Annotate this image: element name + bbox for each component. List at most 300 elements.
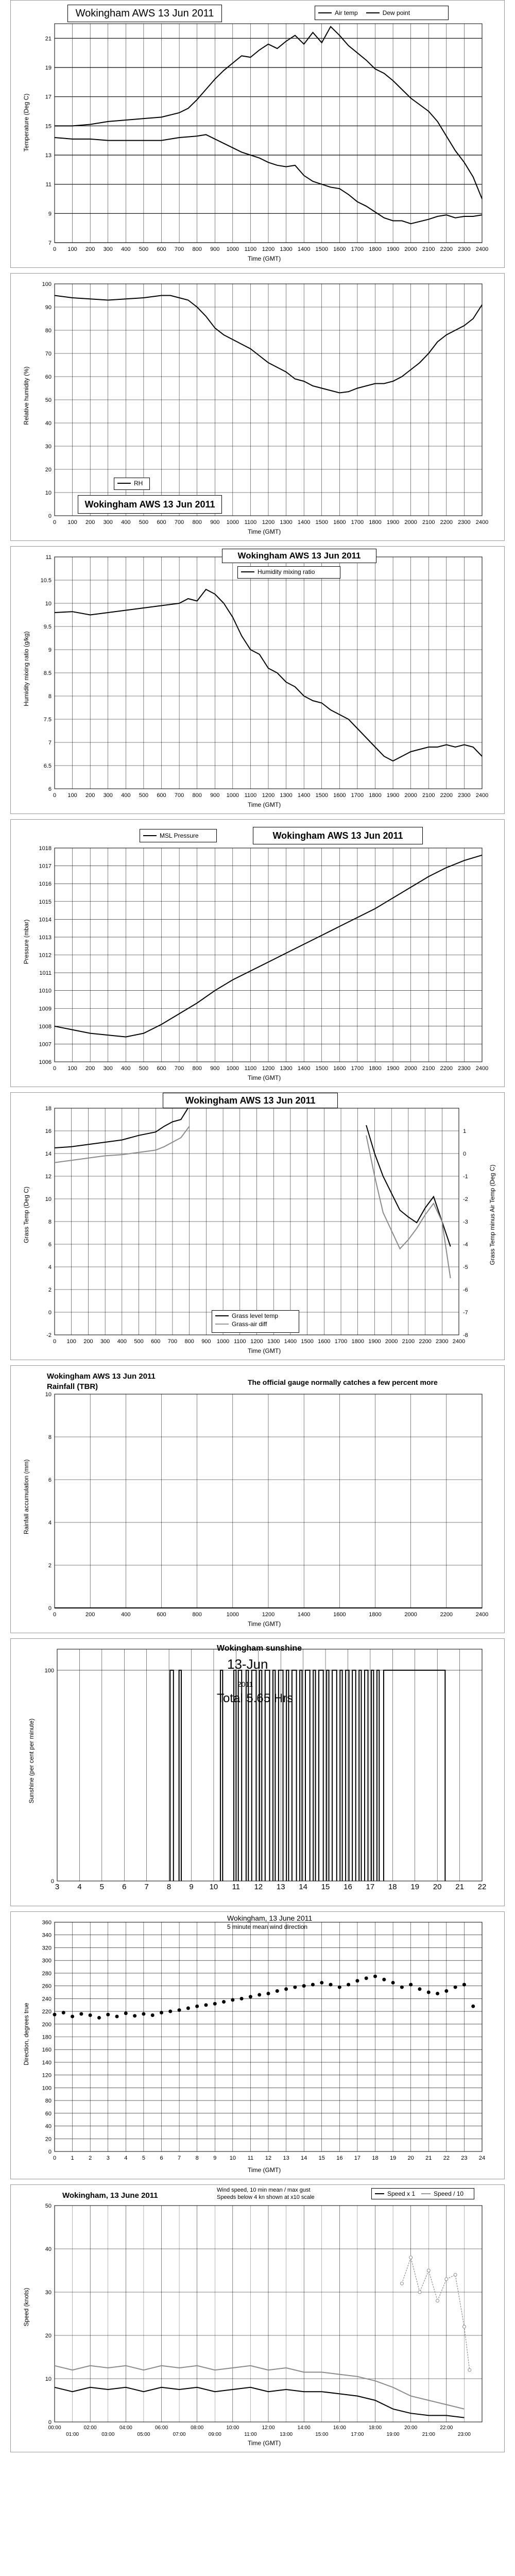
x-tick-label-top-wind_speed-1: 02:00 <box>83 2425 97 2431</box>
x-tick-label-bottom-wind_speed-11: 23:00 <box>457 2432 471 2437</box>
chart-sun-svg <box>11 1639 505 1906</box>
x-tick-label-rain-4: 800 <box>192 1612 202 1618</box>
x-tick-label-wind_dir-19: 19 <box>389 2155 397 2161</box>
x-tick-label-rain-1: 200 <box>85 1612 95 1618</box>
x-tick-label-rain-0: 0 <box>53 1612 57 1618</box>
chart-rain-annotation: The official gauge normally catches a few percent more <box>248 1378 438 1386</box>
x-tick-label-pressure-10: 1000 <box>226 1065 239 1072</box>
chart-pressure-svg <box>11 820 505 1087</box>
legend-swatch-grass-diff <box>215 1324 229 1325</box>
chart-pressure-title: Wokingham AWS 13 Jun 2011 <box>253 827 423 844</box>
data-point-wind_dir-17 <box>204 2003 208 2007</box>
data-point-wind_speed-2-7 <box>462 2325 466 2328</box>
y-tick-label-rain-0: 0 <box>48 1605 52 1612</box>
chart-wind-dir-ylabel: Direction, degrees true <box>23 2003 30 2065</box>
chart-wind-dir-subtitle: 5 minute mean wind direction <box>227 1923 308 1930</box>
x-tick-label-sun-11: 14 <box>299 1883 307 1891</box>
x-tick-label-pressure-17: 1700 <box>351 1065 364 1072</box>
data-point-wind_dir-26 <box>284 1987 288 1991</box>
x-tick-label-sun-4: 7 <box>144 1883 149 1891</box>
y-tick-label-pressure-9: 1015 <box>39 899 52 905</box>
x-tick-label-rh-18: 1800 <box>369 519 382 526</box>
y-tick-label-rain-3: 6 <box>48 1477 52 1483</box>
x-tick-label-top-wind_speed-10: 20:00 <box>404 2425 418 2431</box>
legend-label-rh: RH <box>134 480 143 487</box>
legend-label-dew-point: Dew point <box>382 9 410 16</box>
x-tick-label-rh-17: 1700 <box>351 519 364 526</box>
x-tick-label-wind_dir-0: 0 <box>53 2155 57 2161</box>
x-tick-label-temp-9: 900 <box>210 246 220 252</box>
x-tick-label-top-wind_speed-0: 00:00 <box>48 2425 61 2431</box>
x-tick-label-sun-18: 21 <box>455 1883 464 1891</box>
data-point-wind_dir-18 <box>213 2002 217 2006</box>
y-tick-label-temp-5: 17 <box>45 94 52 100</box>
x-tick-label-rh-12: 1200 <box>262 519 275 526</box>
y-tick-label-pressure-0: 1006 <box>39 1059 52 1065</box>
x-tick-label-grass-15: 1500 <box>301 1338 314 1345</box>
x-tick-label-bottom-wind_speed-5: 11:00 <box>244 2432 257 2437</box>
chart-wind-speed-subtitle2: Speeds below 4 kn shown at x10 scale <box>217 2194 315 2200</box>
y-tick-label-wind_dir-7: 140 <box>42 2059 52 2066</box>
y-tick-label-mixing-5: 8.5 <box>43 670 52 676</box>
x-tick-label-top-wind_speed-11: 22:00 <box>440 2425 453 2431</box>
x-tick-label-grass-17: 1700 <box>334 1338 348 1345</box>
x-tick-label-bottom-wind_speed-0: 01:00 <box>66 2432 79 2437</box>
x-tick-label-mixing-24: 2400 <box>475 792 489 799</box>
x-tick-label-wind_dir-23: 23 <box>461 2155 468 2161</box>
x-tick-label-sun-6: 9 <box>189 1883 194 1891</box>
y-tick-label-rh-5: 50 <box>45 397 52 403</box>
x-tick-label-rh-1: 100 <box>67 519 77 526</box>
x-tick-label-wind_dir-15: 15 <box>318 2155 325 2161</box>
x-tick-label-wind_dir-4: 4 <box>124 2155 128 2161</box>
x-tick-label-grass-24: 2400 <box>452 1338 466 1345</box>
x-tick-label-mixing-13: 1300 <box>280 792 293 799</box>
x-tick-label-wind_dir-6: 6 <box>160 2155 163 2161</box>
x-tick-label-temp-3: 300 <box>103 246 113 252</box>
chart-rh-xlabel: Time (GMT) <box>248 528 281 535</box>
y-tick-label-grass-6: 10 <box>45 1196 52 1202</box>
x-tick-label-top-wind_speed-3: 06:00 <box>154 2425 168 2431</box>
y-tick-label-rh-9: 90 <box>45 304 52 311</box>
data-point-wind_dir-2 <box>71 2014 74 2018</box>
y-tick-label-mixing-9: 10.5 <box>40 578 52 584</box>
x-tick-label-rh-14: 1400 <box>297 519 311 526</box>
x-tick-label-pressure-13: 1300 <box>280 1065 293 1072</box>
chart-rh-panel <box>10 273 505 541</box>
y-tick-label-wind_dir-5: 100 <box>42 2085 52 2092</box>
x-tick-label-wind_dir-5: 5 <box>142 2155 145 2161</box>
data-point-wind_dir-14 <box>178 2008 181 2012</box>
y-tick-label-temp-1: 9 <box>48 211 52 217</box>
x-tick-label-rh-11: 1100 <box>244 519 257 526</box>
chart-temperature-legend <box>315 6 449 20</box>
x-tick-label-sun-16: 19 <box>410 1883 420 1891</box>
x-tick-label-wind_dir-21: 21 <box>425 2155 432 2161</box>
legend-swatch-pressure <box>143 835 157 836</box>
x-tick-label-bottom-wind_speed-1: 03:00 <box>101 2432 115 2437</box>
y-tick-label-sun-1: 100 <box>44 1667 54 1674</box>
legend-label-air-temp: Air temp <box>335 9 358 16</box>
x-tick-label-wind_dir-12: 12 <box>265 2155 272 2161</box>
x-tick-label-pressure-11: 1100 <box>244 1065 257 1072</box>
chart-sun-panel <box>10 1638 505 1906</box>
data-point-wind_dir-44 <box>444 1989 448 1993</box>
x-tick-label-sun-14: 17 <box>366 1883 375 1891</box>
data-point-wind_dir-22 <box>249 1995 252 1998</box>
y-right-tick-label-grass-3: -5 <box>463 1264 468 1270</box>
y-tick-label-wind_speed-5: 50 <box>45 2203 52 2209</box>
x-tick-label-grass-16: 1600 <box>318 1338 331 1345</box>
x-tick-label-wind_dir-2: 2 <box>89 2155 92 2161</box>
x-tick-label-sun-10: 13 <box>276 1883 285 1891</box>
chart-rain-xlabel: Time (GMT) <box>248 1620 281 1628</box>
chart-wind-dir-svg <box>11 1912 505 2179</box>
y-tick-label-grass-5: 8 <box>48 1219 52 1225</box>
data-point-wind_speed-2-1 <box>409 2256 413 2259</box>
y-tick-label-wind_speed-0: 0 <box>48 2419 52 2426</box>
x-tick-label-temp-2: 200 <box>85 246 95 252</box>
x-tick-label-pressure-4: 400 <box>121 1065 131 1072</box>
y-right-tick-label-grass-1: -7 <box>463 1310 468 1316</box>
chart-wind-dir-xlabel: Time (GMT) <box>248 2166 281 2174</box>
data-point-wind_speed-2-4 <box>436 2299 439 2302</box>
x-tick-label-sun-2: 5 <box>99 1883 105 1891</box>
data-point-wind_dir-38 <box>391 1981 395 1985</box>
x-tick-label-rh-10: 1000 <box>226 519 239 526</box>
chart-pressure-ylabel: Pressure (mbar) <box>23 919 30 964</box>
y-tick-label-rh-0: 0 <box>48 513 52 519</box>
x-tick-label-temp-15: 1500 <box>315 246 328 252</box>
x-tick-label-rh-24: 2400 <box>475 519 489 526</box>
x-tick-label-grass-1: 100 <box>66 1338 76 1345</box>
x-tick-label-bottom-wind_speed-10: 21:00 <box>422 2432 435 2437</box>
x-tick-label-rain-6: 1200 <box>262 1612 275 1618</box>
y-right-tick-label-grass-2: -6 <box>463 1287 468 1293</box>
chart-grass-ylabel: Grass Temp (Deg C) <box>23 1187 30 1243</box>
x-tick-label-mixing-5: 500 <box>139 792 149 799</box>
data-point-wind_dir-0 <box>53 2013 57 2016</box>
chart-sun-ylabel: Sunshine (per cent per minute) <box>28 1718 35 1804</box>
x-tick-label-grass-6: 600 <box>151 1338 161 1345</box>
chart-wind-dir-panel <box>10 1911 505 2179</box>
y-tick-label-temp-7: 21 <box>45 36 52 42</box>
x-tick-label-pressure-19: 1900 <box>386 1065 400 1072</box>
chart-mixing-title: Wokingham AWS 13 Jun 2011 <box>222 549 376 563</box>
x-tick-label-rain-3: 600 <box>157 1612 166 1618</box>
data-point-wind_dir-20 <box>231 1998 234 2002</box>
y-tick-label-grass-4: 6 <box>48 1242 52 1248</box>
x-tick-label-sun-13: 16 <box>344 1883 352 1891</box>
data-point-wind_dir-15 <box>186 2006 190 2010</box>
data-point-wind_dir-13 <box>168 2010 172 2013</box>
data-point-wind_dir-47 <box>471 2005 475 2008</box>
y-tick-label-wind_dir-14: 280 <box>42 1970 52 1977</box>
y-tick-label-rain-5: 10 <box>45 1392 52 1398</box>
x-tick-label-mixing-4: 400 <box>121 792 131 799</box>
data-point-wind_speed-2-8 <box>468 2368 471 2371</box>
chart-mixing-legend <box>237 566 340 579</box>
x-tick-label-grass-4: 400 <box>117 1338 127 1345</box>
x-tick-label-bottom-wind_speed-8: 17:00 <box>351 2432 364 2437</box>
y-tick-label-mixing-10: 11 <box>45 554 52 561</box>
data-point-wind_dir-34 <box>355 1979 359 1982</box>
x-tick-label-temp-19: 1900 <box>386 246 400 252</box>
x-tick-label-rh-15: 1500 <box>315 519 328 526</box>
data-point-wind_dir-1 <box>62 2011 65 2014</box>
y-tick-label-wind_dir-6: 120 <box>42 2072 52 2079</box>
chart-grass-legend <box>212 1310 299 1333</box>
x-tick-label-pressure-5: 500 <box>139 1065 149 1072</box>
y-tick-label-grass-3: 4 <box>48 1264 52 1270</box>
x-tick-label-temp-4: 400 <box>121 246 131 252</box>
y-tick-label-wind_dir-17: 340 <box>42 1932 52 1939</box>
x-tick-label-mixing-14: 1400 <box>297 792 311 799</box>
x-tick-label-mixing-15: 1500 <box>315 792 328 799</box>
data-point-wind_dir-46 <box>462 1983 466 1987</box>
x-tick-label-rain-2: 400 <box>121 1612 131 1618</box>
x-tick-label-sun-1: 4 <box>77 1883 82 1891</box>
x-tick-label-rh-19: 1900 <box>386 519 400 526</box>
x-tick-label-temp-20: 2000 <box>404 246 417 252</box>
x-tick-label-wind_dir-8: 8 <box>195 2155 199 2161</box>
legend-label-grass-diff: Grass-air diff <box>232 1320 267 1328</box>
y-tick-label-wind_dir-9: 180 <box>42 2034 52 2041</box>
chart-rh-legend <box>114 478 150 490</box>
data-point-wind_dir-37 <box>382 1978 386 1981</box>
x-tick-label-grass-8: 800 <box>184 1338 194 1345</box>
legend-label-speed10: Speed / 10 <box>434 2190 464 2197</box>
y-tick-label-pressure-2: 1008 <box>39 1023 52 1030</box>
x-tick-label-temp-10: 1000 <box>226 246 239 252</box>
chart-temperature-svg <box>11 1 505 268</box>
data-point-wind_dir-43 <box>436 1992 439 1995</box>
x-tick-label-bottom-wind_speed-7: 15:00 <box>315 2432 329 2437</box>
x-tick-label-pressure-8: 800 <box>192 1065 202 1072</box>
x-tick-label-top-wind_speed-9: 18:00 <box>368 2425 382 2431</box>
y-right-tick-label-grass-4: -4 <box>463 1242 468 1248</box>
x-tick-label-top-wind_speed-5: 10:00 <box>226 2425 239 2431</box>
data-point-wind_dir-16 <box>195 2005 199 2008</box>
x-tick-label-pressure-9: 900 <box>210 1065 220 1072</box>
y-tick-label-temp-4: 15 <box>45 123 52 130</box>
data-point-wind_dir-31 <box>329 1983 333 1987</box>
chart-sun-date: 13-Jun <box>227 1656 268 1672</box>
data-point-wind_dir-12 <box>160 2011 163 2014</box>
x-tick-label-bottom-wind_speed-9: 19:00 <box>386 2432 400 2437</box>
x-tick-label-wind_dir-3: 3 <box>106 2155 110 2161</box>
x-tick-label-temp-12: 1200 <box>262 246 275 252</box>
chart-pressure-panel <box>10 819 505 1087</box>
x-tick-label-rain-7: 1400 <box>297 1612 311 1618</box>
x-tick-label-temp-24: 2400 <box>475 246 489 252</box>
chart-wind-speed-title: Wokingham, 13 June 2011 <box>62 2191 158 2200</box>
x-tick-label-mixing-22: 2200 <box>440 792 453 799</box>
x-tick-label-pressure-6: 600 <box>157 1065 166 1072</box>
legend-label-grass-temp: Grass level temp <box>232 1312 279 1319</box>
x-tick-label-temp-18: 1800 <box>369 246 382 252</box>
x-tick-label-wind_dir-17: 17 <box>354 2155 361 2161</box>
x-tick-label-pressure-21: 2100 <box>422 1065 435 1072</box>
y-tick-label-wind_dir-2: 40 <box>45 2123 52 2130</box>
x-tick-label-wind_dir-24: 24 <box>478 2155 486 2161</box>
x-tick-label-mixing-7: 700 <box>174 792 184 799</box>
legend-swatch-mixing <box>241 571 254 572</box>
x-tick-label-wind_dir-16: 16 <box>336 2155 343 2161</box>
chart-rain-svg <box>11 1366 505 1633</box>
x-tick-label-sun-9: 12 <box>254 1883 263 1891</box>
x-tick-label-wind_dir-11: 11 <box>247 2155 254 2161</box>
y-right-tick-label-grass-8: 0 <box>463 1151 467 1157</box>
x-tick-label-wind_dir-1: 1 <box>71 2155 74 2161</box>
y-right-tick-label-grass-0: -8 <box>463 1332 468 1338</box>
x-tick-label-rh-20: 2000 <box>404 519 417 526</box>
data-point-wind_dir-40 <box>409 1983 413 1987</box>
x-tick-label-mixing-16: 1600 <box>333 792 346 799</box>
data-point-wind_dir-8 <box>124 2011 128 2015</box>
chart-pressure-legend <box>140 829 217 842</box>
x-tick-label-mixing-11: 1100 <box>244 792 257 799</box>
y-tick-label-wind_dir-3: 60 <box>45 2110 52 2117</box>
data-point-wind_dir-11 <box>151 2013 154 2017</box>
x-tick-label-pressure-7: 700 <box>174 1065 184 1072</box>
y-tick-label-temp-3: 13 <box>45 152 52 159</box>
x-tick-label-rh-21: 2100 <box>422 519 435 526</box>
y-tick-label-grass-1: 0 <box>48 1310 52 1316</box>
data-point-wind_dir-10 <box>142 2012 145 2016</box>
x-tick-label-grass-18: 1800 <box>351 1338 364 1345</box>
y-right-tick-label-grass-7: -1 <box>463 1174 468 1180</box>
x-tick-label-mixing-10: 1000 <box>226 792 239 799</box>
legend-swatch-air-temp <box>318 12 332 13</box>
legend-swatch-dew-point <box>366 12 380 13</box>
chart-temperature-panel <box>10 0 505 268</box>
x-tick-label-pressure-1: 100 <box>67 1065 77 1072</box>
y-tick-label-grass-8: 14 <box>45 1151 52 1157</box>
chart-rain-subtitle: Rainfall (TBR) <box>47 1382 98 1391</box>
data-point-wind_dir-23 <box>258 1993 261 1996</box>
y-tick-label-pressure-8: 1014 <box>39 917 52 923</box>
data-point-wind_speed-2-3 <box>427 2269 430 2272</box>
data-point-wind_speed-2-2 <box>418 2291 421 2294</box>
y-tick-label-temp-2: 11 <box>45 181 52 188</box>
chart-rh-ylabel: Relative humidity (%) <box>23 366 30 425</box>
x-tick-label-top-wind_speed-4: 08:00 <box>191 2425 204 2431</box>
y-tick-label-pressure-7: 1013 <box>39 934 52 941</box>
chart-grass-xlabel: Time (GMT) <box>248 1347 281 1354</box>
data-point-wind_dir-41 <box>418 1987 421 1991</box>
x-tick-label-mixing-23: 2300 <box>458 792 471 799</box>
x-tick-label-pressure-18: 1800 <box>369 1065 382 1072</box>
x-tick-label-bottom-wind_speed-6: 13:00 <box>280 2432 293 2437</box>
x-tick-label-rh-6: 600 <box>157 519 166 526</box>
chart-grass-title: Wokingham AWS 13 Jun 2011 <box>163 1093 338 1108</box>
x-tick-label-temp-16: 1600 <box>333 246 346 252</box>
data-point-wind_speed-2-5 <box>445 2278 448 2281</box>
x-tick-label-mixing-2: 200 <box>85 792 95 799</box>
x-tick-label-mixing-21: 2100 <box>422 792 435 799</box>
data-point-wind_speed-2-6 <box>454 2273 457 2276</box>
x-tick-label-grass-21: 2100 <box>402 1338 415 1345</box>
x-tick-label-mixing-18: 1800 <box>369 792 382 799</box>
data-point-wind_dir-33 <box>347 1983 350 1987</box>
x-tick-label-sun-8: 11 <box>232 1883 241 1891</box>
data-point-wind_dir-7 <box>115 2014 119 2018</box>
x-tick-label-rh-2: 200 <box>85 519 95 526</box>
x-tick-label-temp-13: 1300 <box>280 246 293 252</box>
x-tick-label-mixing-9: 900 <box>210 792 220 799</box>
chart-grass-panel <box>10 1092 505 1360</box>
y-tick-label-pressure-6: 1012 <box>39 952 52 959</box>
x-tick-label-pressure-20: 2000 <box>404 1065 417 1072</box>
x-tick-label-temp-22: 2200 <box>440 246 453 252</box>
y-tick-label-wind_speed-1: 10 <box>45 2376 52 2382</box>
chart-rain-ylabel: Rainfall accumulation (mm) <box>23 1459 30 1534</box>
x-tick-label-rh-13: 1300 <box>280 519 293 526</box>
x-tick-label-grass-3: 300 <box>100 1338 110 1345</box>
x-tick-label-bottom-wind_speed-3: 07:00 <box>173 2432 186 2437</box>
chart-mixing-xlabel: Time (GMT) <box>248 801 281 808</box>
x-tick-label-sun-0: 3 <box>55 1883 60 1891</box>
chart-mixing-svg <box>11 547 505 814</box>
x-tick-label-rh-5: 500 <box>139 519 149 526</box>
x-tick-label-rh-22: 2200 <box>440 519 453 526</box>
x-tick-label-rh-4: 400 <box>121 519 131 526</box>
x-tick-label-temp-5: 500 <box>139 246 149 252</box>
chart-wind-speed-subtitle: Wind speed, 10 min mean / max gust <box>217 2187 311 2193</box>
x-tick-label-sun-12: 15 <box>321 1883 330 1891</box>
y-tick-label-wind_dir-11: 220 <box>42 2009 52 2015</box>
x-tick-label-grass-23: 2300 <box>436 1338 449 1345</box>
data-point-wind_dir-24 <box>267 1992 270 1995</box>
x-tick-label-pressure-24: 2400 <box>475 1065 489 1072</box>
data-point-wind_dir-29 <box>311 1983 315 1987</box>
x-tick-label-mixing-1: 100 <box>67 792 77 799</box>
legend-swatch-grass-temp <box>215 1315 229 1316</box>
y-right-tick-label-grass-6: -2 <box>463 1196 468 1202</box>
data-point-wind_dir-6 <box>106 2013 110 2016</box>
y-tick-label-temp-0: 7 <box>48 240 52 246</box>
x-tick-label-pressure-15: 1500 <box>315 1065 328 1072</box>
chart-temperature-ylabel: Temperature (Deg C) <box>23 93 30 152</box>
x-tick-label-mixing-20: 2000 <box>404 792 417 799</box>
x-tick-label-sun-15: 18 <box>388 1883 397 1891</box>
data-point-wind_speed-2-0 <box>400 2282 403 2285</box>
y-tick-label-grass-0: -2 <box>46 1332 52 1338</box>
x-tick-label-rh-3: 300 <box>103 519 113 526</box>
y-tick-label-rain-1: 2 <box>48 1563 52 1569</box>
y-tick-label-wind_dir-1: 20 <box>45 2136 52 2143</box>
x-tick-label-pressure-22: 2200 <box>440 1065 453 1072</box>
y-tick-label-wind_speed-4: 40 <box>45 2246 52 2252</box>
x-tick-label-wind_dir-18: 18 <box>372 2155 379 2161</box>
data-point-wind_dir-5 <box>97 2016 101 2020</box>
y-tick-label-grass-2: 2 <box>48 1287 52 1293</box>
y-tick-label-mixing-8: 10 <box>45 601 52 607</box>
y-right-tick-label-grass-5: -3 <box>463 1219 468 1225</box>
x-tick-label-sun-3: 6 <box>122 1883 127 1891</box>
x-tick-label-wind_dir-20: 20 <box>407 2155 414 2161</box>
y-tick-label-pressure-1: 1007 <box>39 1041 52 1048</box>
legend-label-speed1: Speed x 1 <box>387 2190 416 2197</box>
y-tick-label-pressure-3: 1009 <box>39 1006 52 1012</box>
x-tick-label-grass-12: 1200 <box>250 1338 263 1345</box>
y-tick-label-wind_speed-2: 20 <box>45 2333 52 2339</box>
x-tick-label-grass-10: 1000 <box>216 1338 230 1345</box>
x-tick-label-wind_dir-22: 22 <box>443 2155 450 2161</box>
data-point-wind_dir-9 <box>133 2014 136 2018</box>
chart-wind-speed-panel <box>10 2184 505 2452</box>
